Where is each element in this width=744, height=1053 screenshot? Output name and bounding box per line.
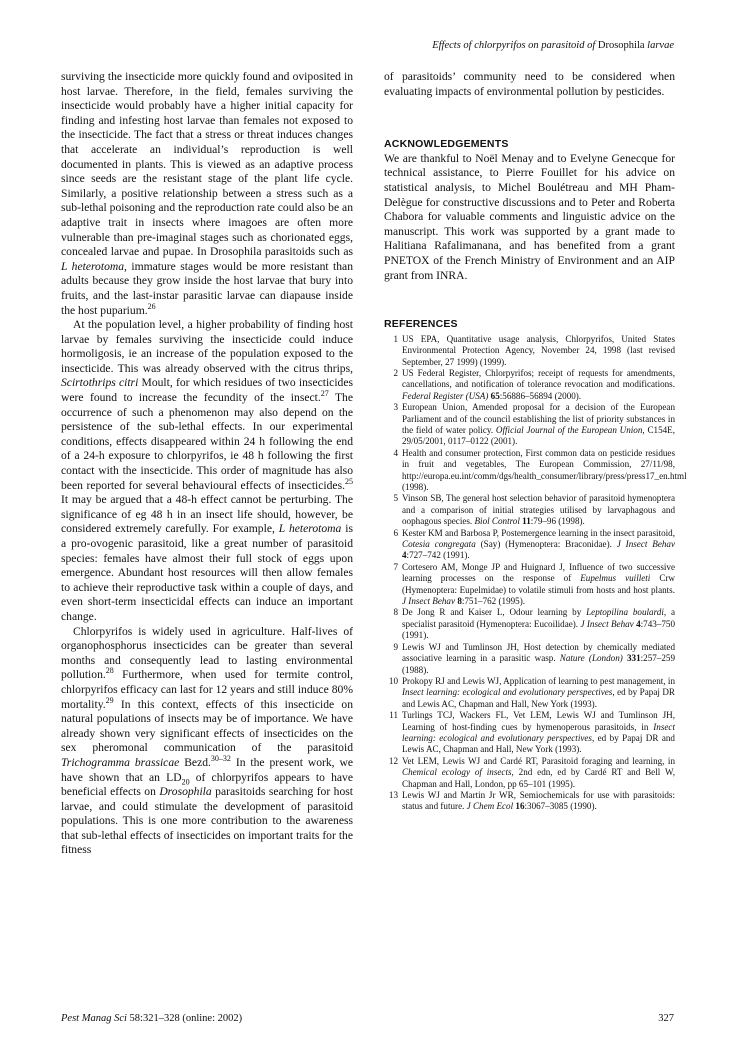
reference-number: 3 <box>393 402 398 413</box>
reference-number: 8 <box>393 607 398 618</box>
reference-item: 11 Turlings TCJ, Wackers FL, Vet LEM, Lewis WJ and Tumlinson JH, Learning of host-finding cues by hymenoperous parasitoids, in Insect learning: ecological and evolutionary perspectives, ed by Papaj DR and Lewis AC, Chapman and Hall, New York (1993). <box>384 710 675 756</box>
reference-item: 4 Health and consumer protection, First common data on pesticide residues in fruit and vegetables, The European Commission, 27/11/98, http://europa.eu.int/comm/dgs/health_consumer/library/press/press17_en.html (1998). <box>384 448 675 494</box>
reference-item: 1 US EPA, Quantitative usage analysis, Chlorpyrifos, United States Environmental Protection Agency, November 24, 1998 (last revised September, 27 1999) (1999). <box>384 334 675 368</box>
reference-number: 2 <box>393 367 398 378</box>
running-head: Effects of chlorpyrifos on parasitoid of Drosophila larvae <box>432 40 674 51</box>
left-column <box>61 70 353 858</box>
reference-list <box>384 333 687 813</box>
paragraph-2: At the population level, a higher probability of finding host larvae by females surviving the insecticide could induce hormoligosis, ie an increase of the population exposed to the insecticide. This was already observed with the citrus thrips, Scirtothrips citri Moult, for which residues of two insecticides were found to increase the fecundity of the insect.$^{27}$ The occurrence of such a phenomenon may also depend on the persistence of the sub-lethal effects. In our experimental conditions, effects disappeared within 24 h following the end of a 24-h exposure to chlorpyrifos, ie 48 h following the first contact with the insecticide. This order of magnitude has also been reported for several behavioural effects of insecticides.$^{25}$ It may be argued that a 48-h effect cannot be perturbing. The significance of eg 48 h in an insect life should, however, be considered extremely carefully. For example, L heterotoma is a pro-ovogenic parasitoid, like a great number of parasitoid species: females have almost their full stock of eggs upon emergence. Abundant host resources will then allow females to achieve their reproductive task within a couple of days, and even short-term insecticidal effects can induce an important change. <box>61 318 353 623</box>
reference-item: 5 Vinson SB, The general host selection behavior of parasitoid hymenoptera and a comparison of initial strategies utilised by larvaphagous and oophagous species. Biol Control 11:79–96 (1998). <box>384 493 675 527</box>
reference-item: 9 Lewis WJ and Tumlinson JH, Host detection by chemically mediated associative learning in a parasitic wasp. Nature (London) 331:257–259 (1988). <box>384 642 675 676</box>
reference-number: 7 <box>393 561 398 572</box>
footer-citation: Pest Manag Sci 58:321–328 (online: 2002) <box>61 1013 243 1024</box>
acknowledgements-heading: ACKNOWLEDGEMENTS <box>384 138 509 151</box>
references-heading: REFERENCES <box>384 318 458 331</box>
reference-item: 3 European Union, Amended proposal for a decision of the European Parliament and of the council establishing the list of priority substances in the field of water policy. Official Journal of the European Union, C154E, 29/05/2001, 0117–0122 (2001). <box>384 402 675 448</box>
paragraph-3: Chlorpyrifos is widely used in agriculture. Half-lives of organophosphorus insecticides can be greater than several months and consequently lead to lasting environmental pollution.$^{28}$ Furthermore, when used for termite control, chlorpyrifos efficacy can last for 12 years and still induce 80% mortality.$^{29}$ In this context, effects of this insecticide on natural populations of insects may be of importance. We have already shown very significant effects of insecticides on the sex pheromonal communication of the parasitoid Trichogramma brassicae Bezd.$^{30-32}$ In the present work, we have shown that an $LD_{20}$ of chlorpyrifos appears to have beneficial effects on Drosophila parasitoids searching for host larvae, and could stimulate the development of parasitoid populations. This is one more contribution to the awareness that sub-lethal effects of insecticides on important traits for the fitness <box>61 624 354 857</box>
reference-number: 11 <box>389 710 398 721</box>
reference-number: 6 <box>393 527 398 538</box>
reference-number: 10 <box>388 675 398 686</box>
paragraph-1: surviving the insecticide more quickly found and oviposited in host larvae. Therefore, in the field, females surviving the insecticide would probably have a higher initial capacity for finding and infesting host larvae than females not exposed to the insecticide. The fact that a stress or threat induces changes that accelerate an individual’s reproduction is well documented in plants. This is viewed as an adaptive process since seeds are the resistant stage of the plant life cycle. Similarly, a positive relationship between a stress such as a sub-lethal poisoning and the reproduction rate could also be an adaptive trait in insects where imagoes are often more vulnerable than pre-imaginal stages such as chorionated eggs, concealed larvae and pupae. In Drosophila parasitoids such as L heterotoma, immature stages would be more resistant than adults because they grow inside the host larvae that bury into fruits, and the last-instar parasitic larvae can diapause inside the host puparium.$^{26}$ <box>61 70 354 317</box>
acknowledgements-text: We are thankful to Noël Menay and to Evelyne Genecque for technical assistance, to Pierre Fouillet for his advice on statistical analysis, to Michel Boulétreau and MH Pham-Delègue for constructive discussions and to Peter and Roberta Chabora for valuable comments and linguistic advice on the manuscript. This work was supported by a grant made to Halitiana Rafalimanana, and has benefited from a grant PNETOX of the French Ministry of Environment and an AIP grant from INRA. <box>384 151 675 282</box>
reference-number: 4 <box>393 447 398 458</box>
reference-item: 12 Vet LEM, Lewis WJ and Cardé RT, Parasitoid foraging and learning, in Chemical ecology of insects, 2nd edn, ed by Cardé RT and Bell W, Chapman and Hall, London, pp 65–101 (1995). <box>384 756 675 790</box>
reference-item: 2 US Federal Register, Chlorpyrifos; receipt of requests for amendments, cancellations, and notification of tolerance revocation and modifications. Federal Register (USA) 65:56886–56894 (2000). <box>384 368 675 402</box>
right-column <box>384 70 687 813</box>
reference-number: 1 <box>393 333 398 344</box>
reference-item: 6 Kester KM and Barbosa P, Postemergence learning in the insect parasitoid, Cotesia congregata (Say) (Hymenoptera: Braconidae). J Insect Behav 4:727–742 (1991). <box>384 528 675 562</box>
reference-number: 5 <box>393 493 398 504</box>
reference-number: 13 <box>388 789 398 800</box>
reference-item: 10 Prokopy RJ and Lewis WJ, Application of learning to pest management, in Insect learning: ecological and evolutionary perspectives, ed by Papaj DR and Lewis AC, Chapman and Hall, New York (1993). <box>384 676 675 710</box>
reference-item: 13 Lewis WJ and Martin Jr WR, Semiochemicals for use with parasitoids: status and future. J Chem Ecol 16:3067–3085 (1990). <box>384 790 675 813</box>
reference-item: 7 Cortesero AM, Monge JP and Huignard J, Influence of two successive learning processes on the response of Eupelmus vuilleti Crw (Hymenoptera: Eupelmidae) to volatile stimuli from hosts and host plants. J Insect Behav 8:751–762 (1995). <box>384 562 675 608</box>
reference-item: 8 De Jong R and Kaiser L, Odour learning by Leptopilina boulardi, a specialist parasitoid (Hymenoptera: Eucoilidae). J Insect Behav 4:743–750 (1991). <box>384 607 675 641</box>
running-head-genus: Drosophila <box>597 40 645 51</box>
reference-number: 12 <box>388 755 398 766</box>
page-number: 327 <box>658 1013 674 1024</box>
reference-number: 9 <box>393 641 398 652</box>
continuation-paragraph: of parasitoids’ community need to be considered when evaluating impacts of environmental pollution by pesticides. <box>384 70 675 98</box>
